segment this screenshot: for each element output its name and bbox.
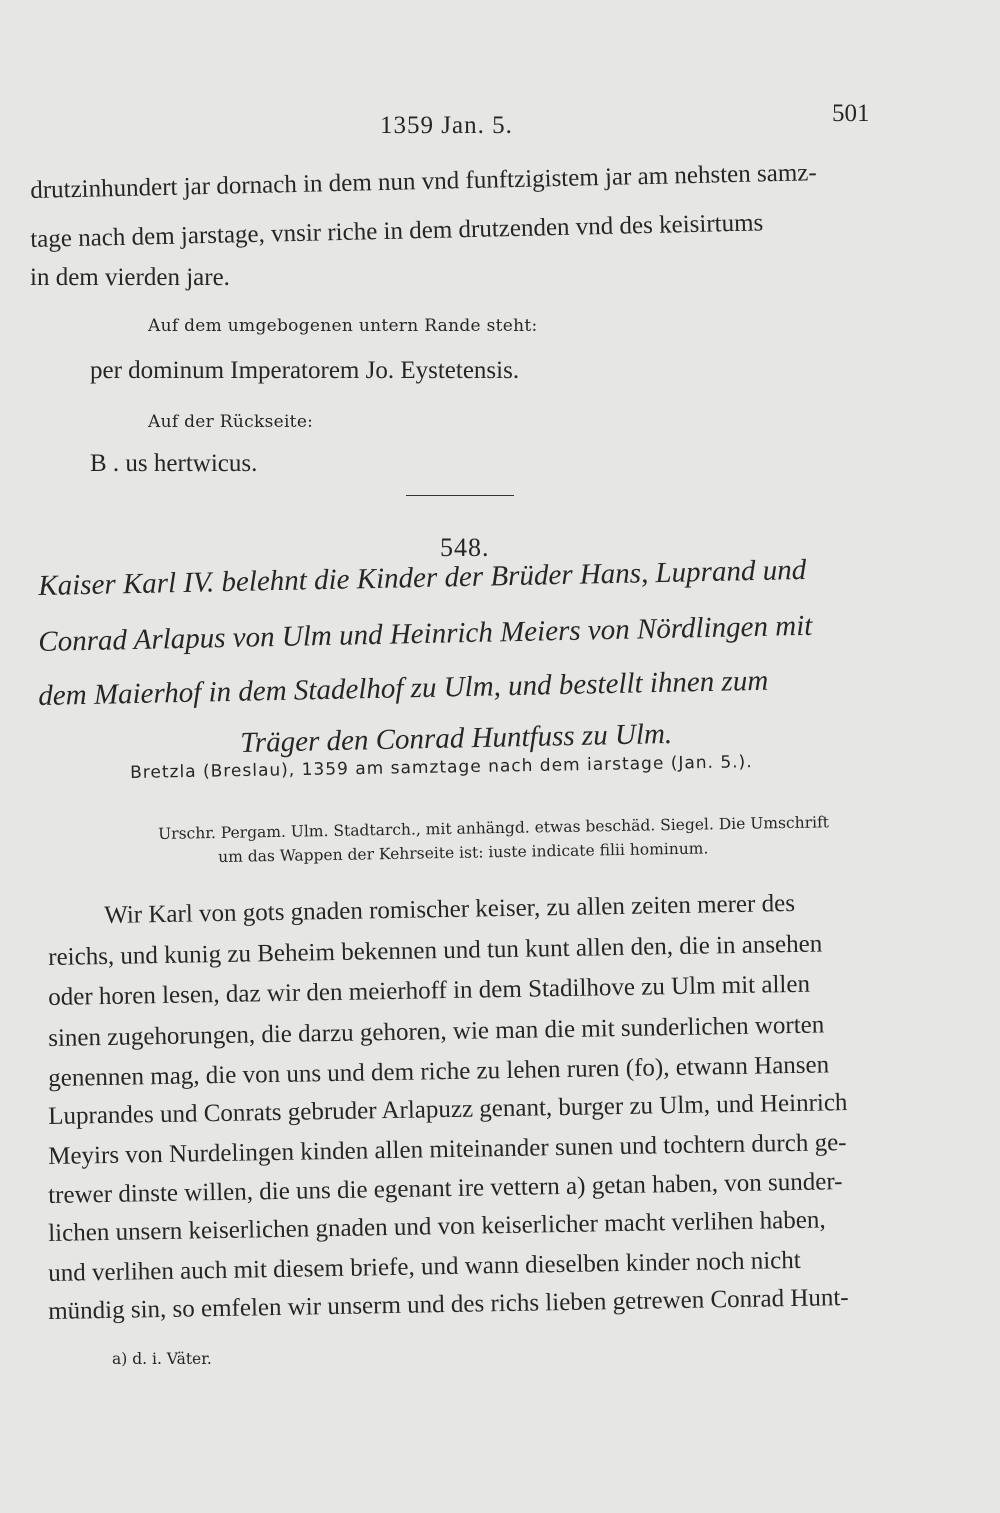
editorial-note: Auf dem umgebogenen untern Rande steht: — [148, 316, 538, 336]
previous-text-line: tage nach dem jarstage, vnsir riche in dem drutzenden vnd des keisirtums — [29, 209, 764, 253]
running-header-date: 1359 Jan. 5. — [380, 112, 513, 139]
body-line: mündig sin, so emfelen wir unserm und des richs lieben getrewen Conrad Hunt- — [48, 1284, 849, 1325]
section-divider — [406, 495, 514, 496]
body-line: oder horen lesen, daz wir den meierhoff in dem Stadilhove zu Ulm mit allen — [48, 970, 811, 1011]
editorial-note: Auf der Rückseite: — [148, 412, 314, 432]
body-line: lichen unsern keiserlichen gnaden und von keiserlicher macht verlihen haben, — [48, 1206, 826, 1247]
title-line: Kaiser Karl IV. belehnt die Kinder der Brüder Hans, Luprand und — [38, 553, 807, 602]
place-date-line: Bretzla (Breslau), 1359 am samztage nach dem iarstage (Jan. 5.). — [130, 752, 753, 783]
title-line: Conrad Arlapus von Ulm und Heinrich Meiers von Nördlingen mit — [38, 609, 813, 658]
source-note: Urschr. Pergam. Ulm. Stadtarch., mit anhängd. etwas beschäd. Siegel. Die Umschrift — [158, 813, 830, 843]
body-line: Meyirs von Nurdelingen kinden allen miteinander sunen und tochtern durch ge- — [48, 1129, 847, 1170]
body-line: Wir Karl von gots gnaden romischer keiser, zu allen zeiten merer des — [104, 889, 796, 929]
reverse-text: B . us hertwicus. — [90, 450, 258, 477]
previous-text-line: drutzinhundert jar dornach in dem nun vnd funftzigistem jar am nehsten samz- — [29, 159, 817, 204]
body-line: trewer dinste willen, die uns die egenant ire vettern a) getan haben, von sunder- — [48, 1168, 843, 1209]
body-line: genennen mag, die von uns und dem riche zu lehen ruren (fo), etwann Hansen — [48, 1051, 830, 1092]
title-line: dem Maierhof in dem Stadelhof zu Ulm, und bestellt ihnen zum — [38, 664, 769, 712]
document-number: 548. — [440, 533, 490, 562]
previous-text-line: in dem vierden jare. — [30, 264, 230, 291]
body-line: sinen zugehorungen, die darzu gehoren, wie man die mit sunderlichen worten — [48, 1011, 825, 1052]
body-line: Luprandes und Conrats gebruder Arlapuzz genant, burger zu Ulm, und Heinrich — [48, 1089, 848, 1130]
footnote: a) d. i. Väter. — [112, 1350, 212, 1368]
source-note: um das Wappen der Kehrseite ist: iuste indicate filii hominum. — [218, 839, 709, 866]
body-line: reichs, und kunig zu Beheim bekennen und tun kunt allen den, die in ansehen — [48, 930, 823, 971]
body-line: und verlihen auch mit diesem briefe, und wann dieselben kinder noch nicht — [48, 1246, 801, 1287]
margin-text: per dominum Imperatorem Jo. Eystetensis. — [90, 357, 520, 384]
page-number: 501 — [832, 100, 870, 127]
title-line: Träger den Conrad Huntfuss zu Ulm. — [240, 717, 673, 759]
